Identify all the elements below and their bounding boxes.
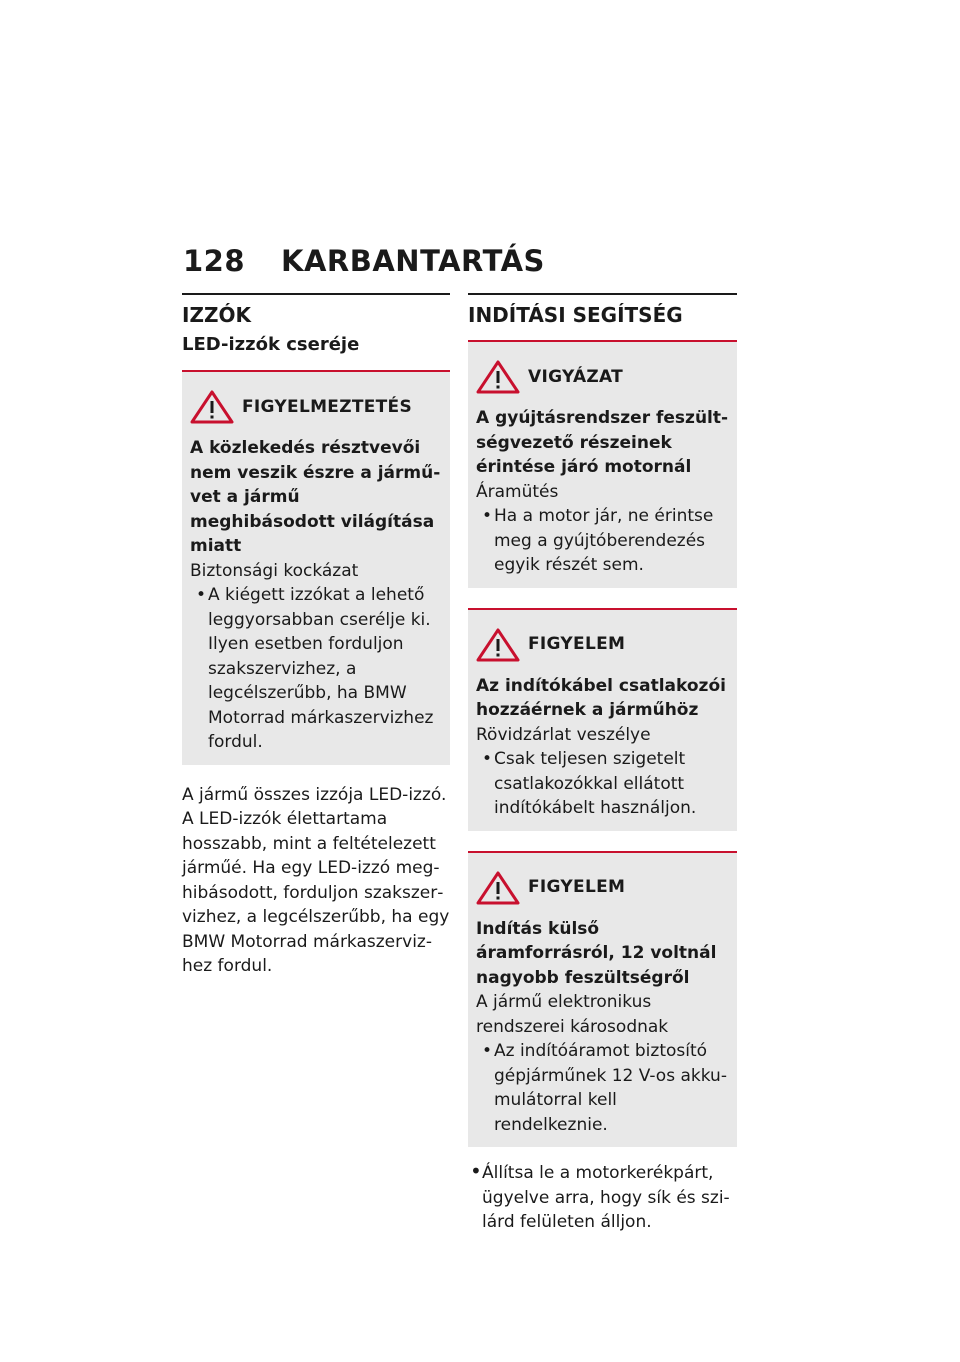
section-rule	[468, 293, 737, 295]
caution-header	[476, 360, 729, 394]
notice-consequence: A jármű elektronikus rendszerei károsodnak	[476, 992, 669, 1037]
caution-title: VIGYÁZAT	[528, 366, 624, 387]
caution-hazard: A gyújtásrendszer feszültségvezető részeinek érintése járó motornál	[476, 408, 729, 477]
caution-bullet: • Ha a motor jár, ne érintse meg a gyújtóberendezés egyik részét sem.	[476, 504, 729, 578]
section-title: IZZÓK	[182, 303, 251, 327]
warning-triangle-icon	[190, 390, 234, 424]
notice-header	[476, 628, 729, 662]
notice-hazard: Az indítókábel csatlakozói hozzáérnek a járműhöz	[476, 675, 726, 720]
notice-consequence: Rövidzárlat veszélye	[476, 724, 651, 745]
warning-box	[182, 370, 450, 765]
warning-triangle-icon	[476, 360, 520, 394]
left-column	[182, 293, 450, 979]
notice-title: FIGYELEM	[528, 634, 626, 655]
notice-box	[468, 608, 737, 831]
notice-bullet: • Az indítóáramot biztosító gépjárműnek 12 V-os akkumulátorral kell rendelkeznie.	[476, 1039, 729, 1137]
warning-hazard: A közlekedés résztvevői nem veszik észre a járművet a jármű meghibásodott világítása miatt	[190, 438, 441, 556]
warning-triangle-icon	[476, 628, 520, 662]
warning-header	[190, 390, 442, 424]
right-column	[468, 293, 737, 1235]
caution-box	[468, 340, 737, 588]
chapter-title: KARBANTARTÁS	[281, 244, 545, 278]
subsection-title: LED-izzók cseréje	[182, 334, 360, 355]
section-title: INDÍTÁSI SEGÍTSÉG	[468, 303, 683, 327]
notice-title: FIGYELEM	[528, 877, 626, 898]
warning-consequence: Biztonsági kockázat	[190, 560, 359, 581]
page-number: 128	[183, 244, 246, 278]
warning-title: FIGYELMEZTETÉS	[242, 396, 412, 417]
notice-header	[476, 871, 729, 905]
warning-bullet: • A kiégett izzókat a lehető leggyorsabban cserélje ki. Ilyen esetben forduljon szakszervizhez, a legcélszerűbb, ha BMW Motorrad márkaszervizhez fordul.	[190, 583, 442, 755]
page-header	[183, 244, 545, 278]
notice-hazard: Indítás külső áramforrásról, 12 voltnál nagyobb feszültségről	[476, 918, 717, 988]
notice-bullet: • Csak teljesen szigetelt csatlakozókkal ellátott indítókábelt használjon.	[476, 747, 729, 821]
notice-box	[468, 851, 737, 1148]
body-paragraph: A jármű összes izzója LED-izzó. A LED-izzók élettartama hosszabb, mint a feltételezett járműé. Ha egy LED-izzó meghibásodott, forduljon szakszervizhez, a legcélszerűbb, ha egy BMW Motorrad márkaszervizhez fordul.	[182, 784, 450, 976]
action-step: • Állítsa le a motorkerékpárt, ügyelve arra, hogy sík és szilárd felületen álljon.	[468, 1159, 737, 1235]
caution-consequence: Áramütés	[476, 481, 559, 502]
warning-triangle-icon	[476, 871, 520, 905]
section-rule	[182, 293, 450, 295]
